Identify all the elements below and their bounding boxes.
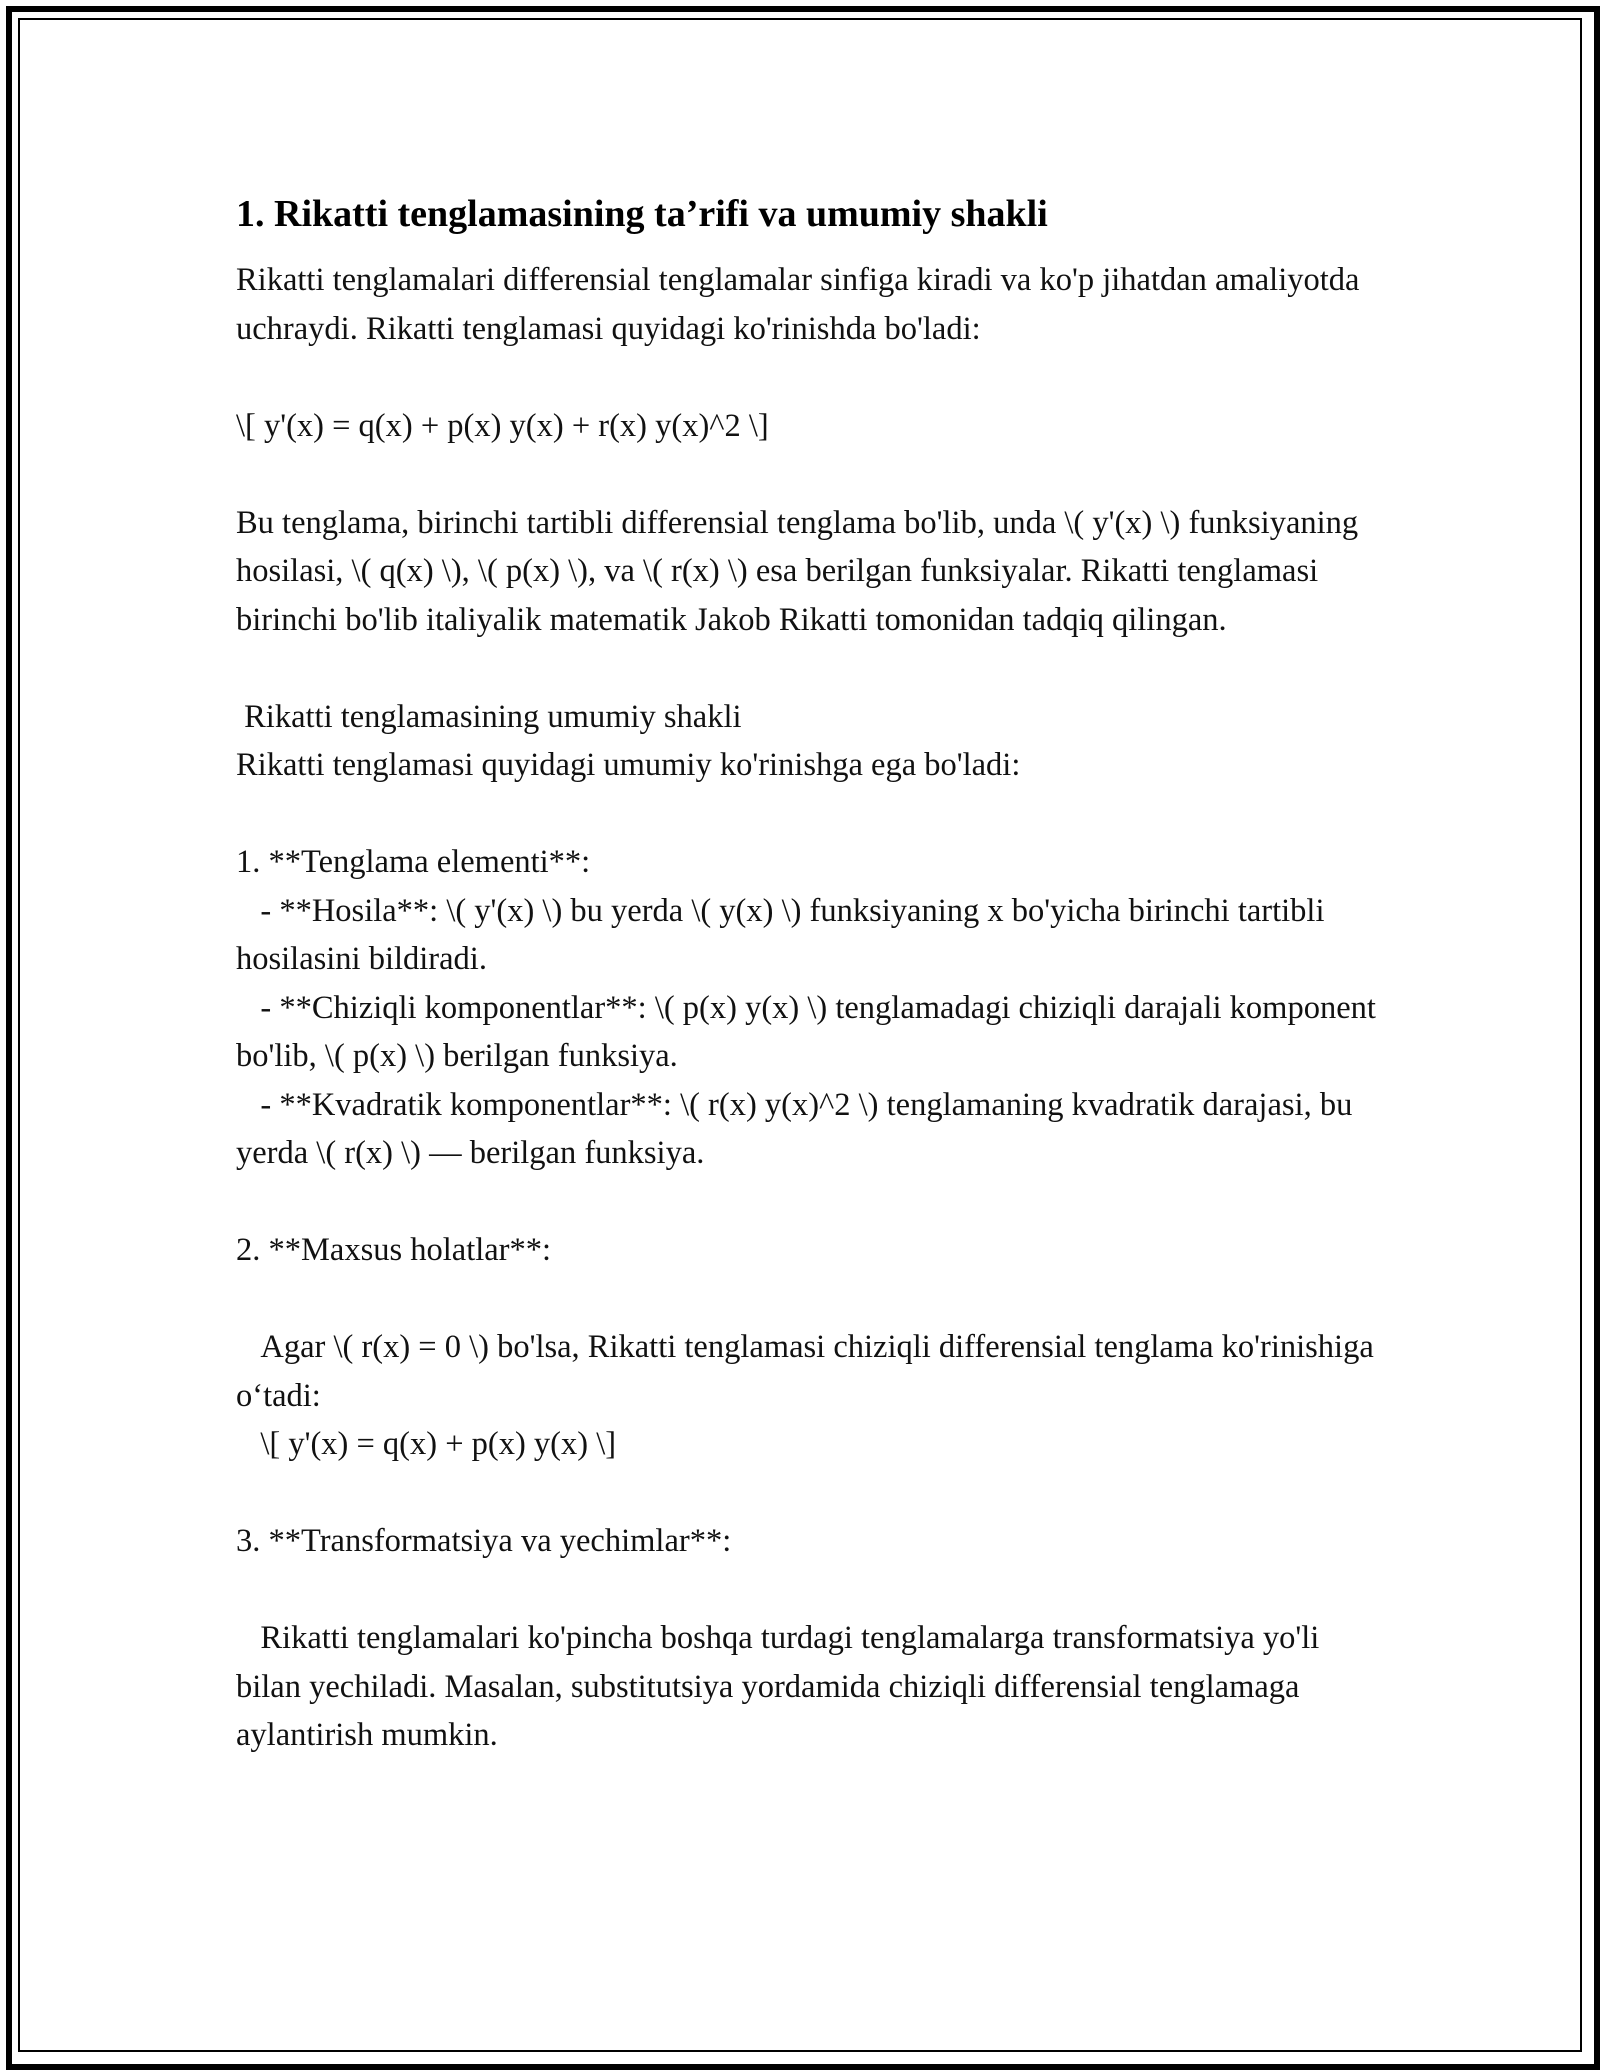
body-text: Rikatti tenglamalari differensial tenglamalar sinfiga kiradi va ko'p jihatdan amaliyotda uchraydi. Rikatti tenglamasi quyidagi ko'rinishda bo'ladi: \[ y'(x) = q(x) + p(x) y(x) + r(x) y(x)^2 \] Bu tenglama, birinchi tartibli differensial tenglama bo'lib, unda \( y'(x) \) funksiyaning hosilasi, \( q(x) \), \( p(x) \), va \( r(x) \) esa berilgan funksiyalar. Rikatti tenglamasi birinchi bo'lib italiyalik matematik Jakob Rikatti tomonidan tadqiq qilingan. Rikatti tenglamasining umumiy shakli Rikatti tenglamasi quyidagi umumiy ko'rinishga ega bo'ladi: 1. **Tenglama elementi**: - **Hosila**: \( y'(x) \) bu yerda \( y(x) \) funksiyaning x bo'yicha birinchi tartibli hosilasini bildiradi. - **Chiziqli komponentlar**: \( p(x) y(x) \) tenglamadagi chiziqli darajali komponent bo'lib, \( p(x) \) berilgan funksiya. - **Kvadratik komponentlar**: \( r(x) y(x)^2 \) tenglamaning kvadratik darajasi, bu yerda \( r(x) \) — berilgan funksiya. 2. **Maxsus holatlar**: Agar \( r(x) = 0 \) bo'lsa, Rikatti tenglamasi chiziqli differensial tenglama ko'rinishiga o‘tadi: \[ y'(x) = q(x) + p(x) y(x) \] 3. **Transformatsiya va yechimlar**: Rikatti tenglamalari ko'pincha boshqa turdagi tenglamalarga transformatsiya yo'li bilan yechiladi. Masalan, substitutsiya yordamida chiziqli differensial tenglamaga aylantirish mumkin.	[236, 262, 1376, 1753]
document-body	[236, 186, 1376, 1760]
section-heading: 1. Rikatti tenglamasining ta’rifi va umumiy shakli	[236, 193, 1048, 235]
